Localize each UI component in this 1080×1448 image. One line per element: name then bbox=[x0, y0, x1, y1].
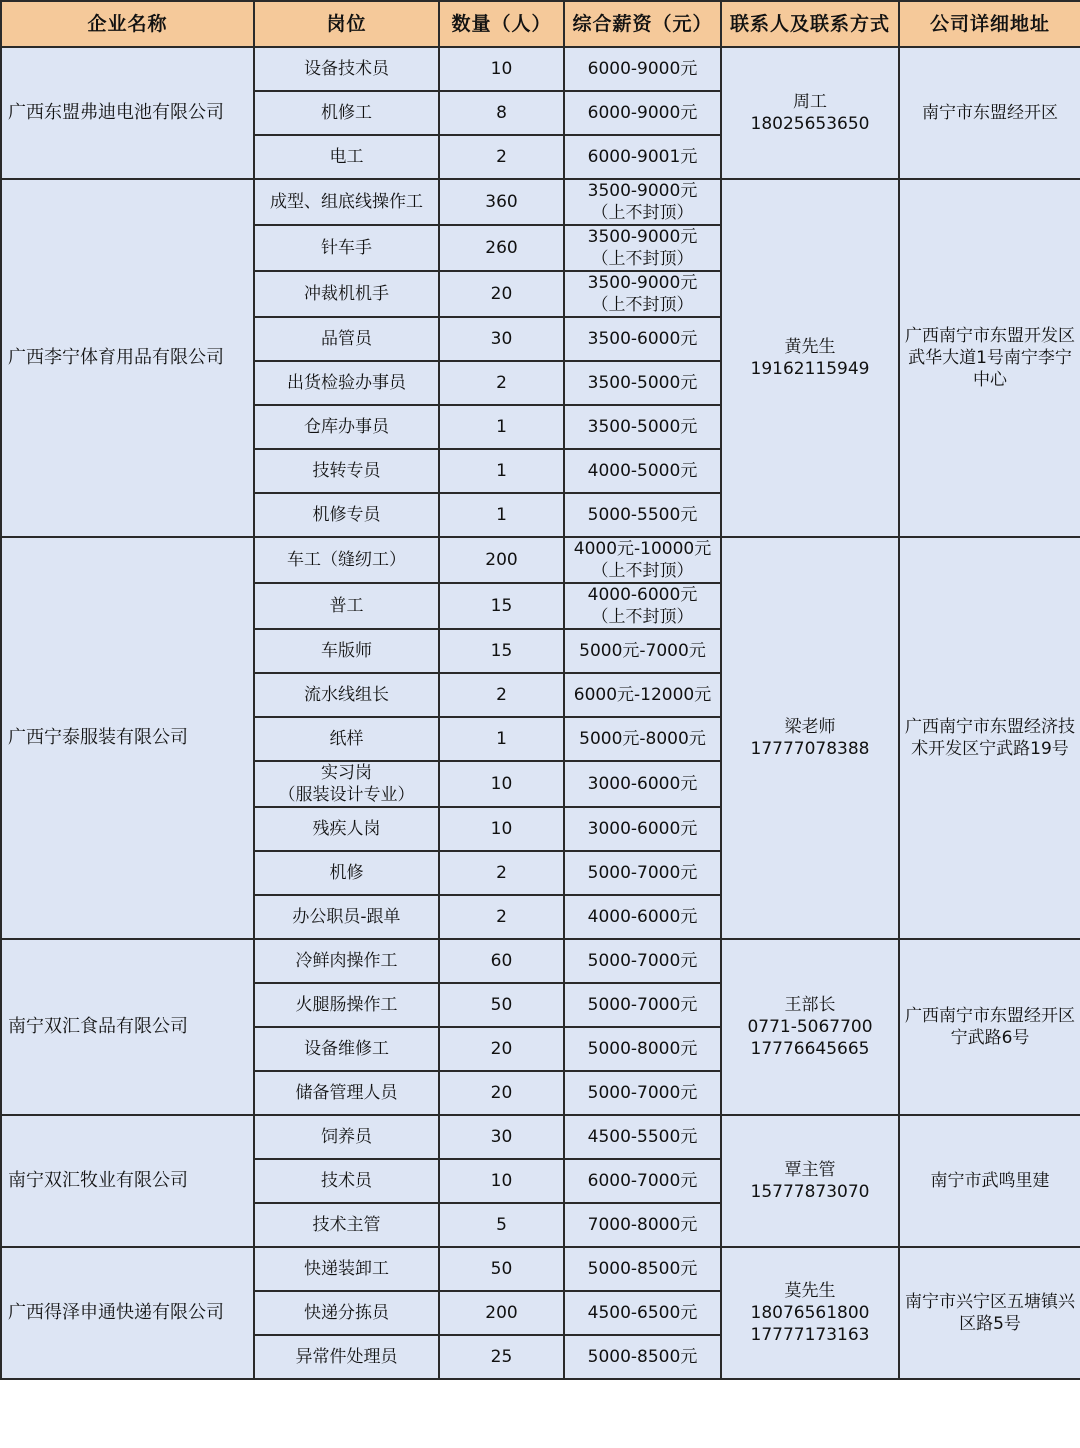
table-row bbox=[1, 179, 1080, 225]
count-cell: 50 bbox=[439, 983, 564, 1027]
position-cell: 品管员 bbox=[254, 317, 439, 361]
salary-cell: 5000-7000元 bbox=[564, 851, 721, 895]
header-position: 岗位 bbox=[254, 1, 439, 47]
position-cell: 电工 bbox=[254, 135, 439, 179]
company-name-cell: 南宁双汇食品有限公司 bbox=[1, 939, 254, 1115]
address-cell: 广西南宁市东盟经开区宁武路6号 bbox=[899, 939, 1080, 1115]
salary-cell: 6000-9000元 bbox=[564, 91, 721, 135]
address-cell: 南宁市东盟经开区 bbox=[899, 47, 1080, 179]
count-cell: 360 bbox=[439, 179, 564, 225]
salary-cell: 4000-6000元 bbox=[564, 895, 721, 939]
count-cell: 10 bbox=[439, 761, 564, 807]
company-name-cell: 广西李宁体育用品有限公司 bbox=[1, 179, 254, 537]
salary-cell: 3500-9000元 （上不封顶） bbox=[564, 271, 721, 317]
header-address: 公司详细地址 bbox=[899, 1, 1080, 47]
table-row bbox=[1, 47, 1080, 91]
contact-cell: 周工 18025653650 bbox=[721, 47, 899, 179]
header-salary: 综合薪资（元） bbox=[564, 1, 721, 47]
count-cell: 5 bbox=[439, 1203, 564, 1247]
table-row bbox=[1, 1115, 1080, 1159]
position-cell: 技术员 bbox=[254, 1159, 439, 1203]
contact-cell: 梁老师 17777078388 bbox=[721, 537, 899, 939]
salary-cell: 3000-6000元 bbox=[564, 761, 721, 807]
salary-cell: 7000-8000元 bbox=[564, 1203, 721, 1247]
contact-cell: 莫先生 18076561800 17777173163 bbox=[721, 1247, 899, 1379]
salary-cell: 3000-6000元 bbox=[564, 807, 721, 851]
address-cell: 南宁市兴宁区五塘镇兴区路5号 bbox=[899, 1247, 1080, 1379]
company-name-cell: 广西宁泰服装有限公司 bbox=[1, 537, 254, 939]
header-count: 数量（人） bbox=[439, 1, 564, 47]
salary-cell: 6000-9000元 bbox=[564, 47, 721, 91]
count-cell: 1 bbox=[439, 449, 564, 493]
position-cell: 普工 bbox=[254, 583, 439, 629]
position-cell: 设备技术员 bbox=[254, 47, 439, 91]
count-cell: 260 bbox=[439, 225, 564, 271]
count-cell: 1 bbox=[439, 717, 564, 761]
position-cell: 火腿肠操作工 bbox=[254, 983, 439, 1027]
position-cell: 快递装卸工 bbox=[254, 1247, 439, 1291]
position-cell: 冷鲜肉操作工 bbox=[254, 939, 439, 983]
position-cell: 残疾人岗 bbox=[254, 807, 439, 851]
salary-cell: 3500-9000元 （上不封顶） bbox=[564, 179, 721, 225]
position-cell: 技术主管 bbox=[254, 1203, 439, 1247]
salary-cell: 5000元-7000元 bbox=[564, 629, 721, 673]
position-cell: 储备管理人员 bbox=[254, 1071, 439, 1115]
header-contact: 联系人及联系方式 bbox=[721, 1, 899, 47]
count-cell: 2 bbox=[439, 673, 564, 717]
salary-cell: 3500-5000元 bbox=[564, 361, 721, 405]
position-cell: 车工（缝纫工） bbox=[254, 537, 439, 583]
company-name-cell: 南宁双汇牧业有限公司 bbox=[1, 1115, 254, 1247]
table-body bbox=[1, 47, 1080, 1379]
count-cell: 2 bbox=[439, 895, 564, 939]
count-cell: 10 bbox=[439, 1159, 564, 1203]
count-cell: 60 bbox=[439, 939, 564, 983]
salary-cell: 5000元-8000元 bbox=[564, 717, 721, 761]
salary-cell: 5000-8500元 bbox=[564, 1247, 721, 1291]
count-cell: 15 bbox=[439, 583, 564, 629]
address-cell: 广西南宁市东盟开发区武华大道1号南宁李宁中心 bbox=[899, 179, 1080, 537]
count-cell: 200 bbox=[439, 1291, 564, 1335]
position-cell: 冲裁机机手 bbox=[254, 271, 439, 317]
count-cell: 15 bbox=[439, 629, 564, 673]
position-cell: 纸样 bbox=[254, 717, 439, 761]
count-cell: 20 bbox=[439, 1027, 564, 1071]
salary-cell: 6000元-12000元 bbox=[564, 673, 721, 717]
salary-cell: 5000-7000元 bbox=[564, 983, 721, 1027]
table-row bbox=[1, 1247, 1080, 1291]
salary-cell: 5000-8000元 bbox=[564, 1027, 721, 1071]
position-cell: 出货检验办事员 bbox=[254, 361, 439, 405]
position-cell: 办公职员-跟单 bbox=[254, 895, 439, 939]
position-cell: 机修工 bbox=[254, 91, 439, 135]
table-row bbox=[1, 939, 1080, 983]
company-name-cell: 广西得泽申通快递有限公司 bbox=[1, 1247, 254, 1379]
count-cell: 10 bbox=[439, 47, 564, 91]
salary-cell: 4000-5000元 bbox=[564, 449, 721, 493]
position-cell: 机修专员 bbox=[254, 493, 439, 537]
salary-cell: 4000-6000元 （上不封顶） bbox=[564, 583, 721, 629]
position-cell: 设备维修工 bbox=[254, 1027, 439, 1071]
count-cell: 20 bbox=[439, 1071, 564, 1115]
position-cell: 仓库办事员 bbox=[254, 405, 439, 449]
count-cell: 1 bbox=[439, 493, 564, 537]
salary-cell: 3500-5000元 bbox=[564, 405, 721, 449]
count-cell: 8 bbox=[439, 91, 564, 135]
count-cell: 1 bbox=[439, 405, 564, 449]
position-cell: 技转专员 bbox=[254, 449, 439, 493]
contact-cell: 王部长 0771-5067700 17776645665 bbox=[721, 939, 899, 1115]
position-cell: 流水线组长 bbox=[254, 673, 439, 717]
table-row bbox=[1, 537, 1080, 583]
position-cell: 饲养员 bbox=[254, 1115, 439, 1159]
salary-cell: 5000-8500元 bbox=[564, 1335, 721, 1379]
count-cell: 30 bbox=[439, 1115, 564, 1159]
salary-cell: 6000-7000元 bbox=[564, 1159, 721, 1203]
count-cell: 50 bbox=[439, 1247, 564, 1291]
header-company: 企业名称 bbox=[1, 1, 254, 47]
salary-cell: 3500-9000元 （上不封顶） bbox=[564, 225, 721, 271]
salary-cell: 4500-5500元 bbox=[564, 1115, 721, 1159]
salary-cell: 3500-6000元 bbox=[564, 317, 721, 361]
address-cell: 南宁市武鸣里建 bbox=[899, 1115, 1080, 1247]
position-cell: 机修 bbox=[254, 851, 439, 895]
count-cell: 10 bbox=[439, 807, 564, 851]
count-cell: 25 bbox=[439, 1335, 564, 1379]
position-cell: 异常件处理员 bbox=[254, 1335, 439, 1379]
position-cell: 快递分拣员 bbox=[254, 1291, 439, 1335]
salary-cell: 4500-6500元 bbox=[564, 1291, 721, 1335]
count-cell: 20 bbox=[439, 271, 564, 317]
position-cell: 实习岗 （服装设计专业） bbox=[254, 761, 439, 807]
count-cell: 2 bbox=[439, 135, 564, 179]
salary-cell: 4000元-10000元 （上不封顶） bbox=[564, 537, 721, 583]
salary-cell: 5000-7000元 bbox=[564, 1071, 721, 1115]
salary-cell: 5000-5500元 bbox=[564, 493, 721, 537]
address-cell: 广西南宁市东盟经济技术开发区宁武路19号 bbox=[899, 537, 1080, 939]
company-name-cell: 广西东盟弗迪电池有限公司 bbox=[1, 47, 254, 179]
count-cell: 2 bbox=[439, 851, 564, 895]
position-cell: 针车手 bbox=[254, 225, 439, 271]
count-cell: 200 bbox=[439, 537, 564, 583]
header-row bbox=[1, 1, 1080, 47]
count-cell: 30 bbox=[439, 317, 564, 361]
position-cell: 成型、组底线操作工 bbox=[254, 179, 439, 225]
contact-cell: 覃主管 15777873070 bbox=[721, 1115, 899, 1247]
contact-cell: 黄先生 19162115949 bbox=[721, 179, 899, 537]
count-cell: 2 bbox=[439, 361, 564, 405]
position-cell: 车版师 bbox=[254, 629, 439, 673]
salary-cell: 6000-9001元 bbox=[564, 135, 721, 179]
salary-cell: 5000-7000元 bbox=[564, 939, 721, 983]
